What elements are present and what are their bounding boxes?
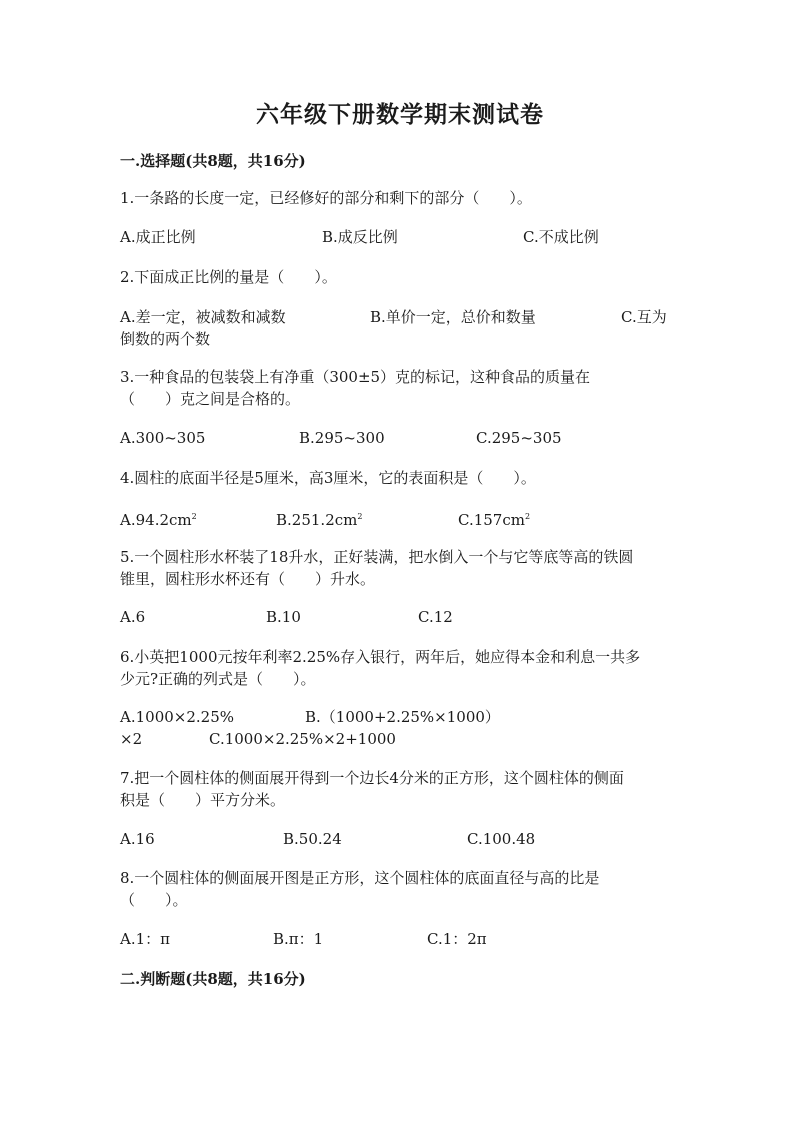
page-title: 六年级下册数学期末测试卷: [256, 101, 544, 128]
unit-superscript: 2: [524, 512, 531, 521]
question-4-text: 4.圆柱的底面半径是5厘米，高3厘米，它的表面积是（ ）。: [120, 469, 536, 487]
question-6-option-a: A.1000×2.25%: [120, 708, 234, 726]
question-7-option-b: B.50.24: [283, 830, 342, 848]
question-8-text-line-2: （ ）。: [120, 891, 188, 909]
question-7-option-c: C.100.48: [467, 830, 536, 848]
question-4-option-c: [458, 506, 530, 531]
question-2-option-c: C.互为: [621, 308, 667, 326]
option-text: B.251.2cm: [276, 511, 358, 529]
question-2-option-a: A.差一定，被减数和减数: [120, 308, 286, 326]
question-5-option-c: C.12: [418, 608, 453, 626]
question-6-text-line-1: 6.小英把1000元按年利率2.25%存入银行，两年后，她应得本金和利息一共多: [120, 648, 641, 666]
question-8-option-a: A.1：π: [120, 930, 171, 948]
question-6-option-b-continued: ×2: [120, 730, 143, 748]
question-1-text: 1.一条路的长度一定，已经修好的部分和剩下的部分（ ）。: [120, 189, 532, 207]
question-7-text-line-1: 7.把一个圆柱体的侧面展开得到一个边长4分米的正方形，这个圆柱体的侧面: [120, 769, 624, 787]
question-6-option-b: B.（1000+2.25%×1000）: [305, 708, 500, 726]
question-8-option-b: B.π：1: [273, 930, 324, 948]
question-3-option-b: B.295~300: [299, 429, 385, 447]
question-5-option-a: A.6: [120, 608, 146, 626]
question-5-option-b: B.10: [266, 608, 301, 626]
option-text: C.157cm: [458, 511, 525, 529]
question-2-option-b: B.单价一定，总价和数量: [370, 308, 536, 326]
unit-superscript: 2: [357, 512, 363, 521]
question-3-option-a: A.300~305: [120, 429, 206, 447]
question-1-option-a: A.成正比例: [120, 228, 196, 246]
question-1-option-c: C.不成比例: [523, 228, 599, 246]
question-3-text-line-2: （ ）克之间是合格的。: [120, 390, 301, 408]
question-2-text: 2.下面成正比例的量是（ ）。: [120, 268, 337, 286]
question-6-option-c: C.1000×2.25%×2+1000: [209, 730, 396, 748]
unit-superscript: 2: [191, 512, 197, 521]
question-7-text-line-2: 积是（ ）平方分米。: [120, 791, 286, 809]
question-8-option-c: C.1：2π: [427, 930, 487, 948]
question-3-option-c: C.295~305: [476, 429, 562, 447]
question-4-option-a: [120, 506, 197, 531]
option-text: A.94.2cm: [120, 511, 192, 529]
question-5-text-line-1: 5.一个圆柱形水杯装了18升水，正好装满，把水倒入一个与它等底等高的铁圆: [120, 548, 634, 566]
question-2-option-c-continued: 倒数的两个数: [120, 330, 211, 348]
question-8-text-line-1: 8.一个圆柱体的侧面展开图是正方形，这个圆柱体的底面直径与高的比是: [120, 869, 600, 887]
question-5-text-line-2: 锥里，圆柱形水杯还有（ ）升水。: [120, 570, 376, 588]
section-heading-choice: 一.选择题(共8题，共16分): [120, 152, 306, 170]
question-7-option-a: A.16: [120, 830, 155, 848]
question-3-text-line-1: 3.一种食品的包装袋上有净重（300±5）克的标记，这种食品的质量在: [120, 368, 591, 386]
question-4-option-b: [276, 506, 362, 531]
question-6-text-line-2: 少元?正确的列式是（ ）。: [120, 670, 316, 688]
question-1-option-b: B.成反比例: [322, 228, 398, 246]
section-heading-judgement: 二.判断题(共8题，共16分): [120, 970, 306, 988]
